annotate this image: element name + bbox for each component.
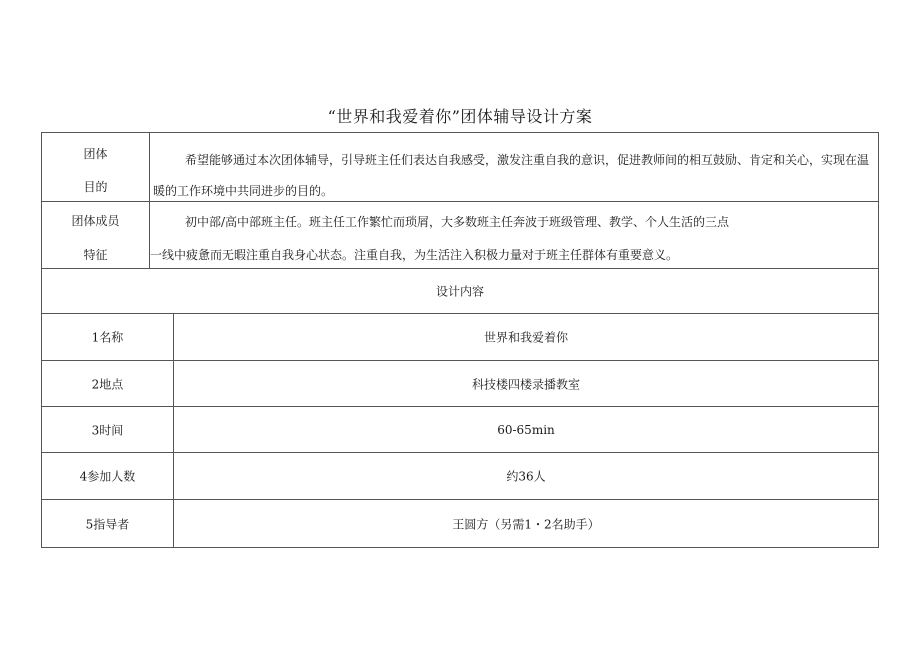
row-value-cell xyxy=(174,314,878,360)
table-row xyxy=(42,500,878,547)
row-value: 世界和我爱着你 xyxy=(483,330,568,345)
table-row-members xyxy=(42,202,878,269)
table-row-design-header xyxy=(42,269,878,314)
row-label: 2地点 xyxy=(91,377,124,391)
members-label-line1: 团体成员 xyxy=(71,214,120,228)
table-row xyxy=(42,361,878,407)
row-value-cell xyxy=(174,500,878,547)
table-row xyxy=(42,407,878,453)
members-label-cell xyxy=(42,202,150,268)
members-text-line1: 初中部/高中部班主任。班主任工作繁忙而琐屑，大多数班主任奔波于班级管理、教学、个人生活的三点 xyxy=(185,215,730,229)
goal-label-line1: 团体 xyxy=(83,147,108,161)
row-label: 5指导者 xyxy=(85,517,130,531)
row-value: 60-65min xyxy=(497,422,555,437)
table-row-goal xyxy=(42,133,878,202)
design-plan-table xyxy=(41,132,879,548)
members-label-line2: 特征 xyxy=(83,248,108,262)
goal-text-cell xyxy=(150,133,878,201)
row-label-cell xyxy=(42,407,174,452)
goal-text-line2: 暖的工作环境中共同进步的目的。 xyxy=(153,184,334,198)
row-value-cell xyxy=(174,407,878,452)
row-label: 1名称 xyxy=(91,330,124,345)
document-title: “世界和我爱着你”团体辅导设计方案 xyxy=(327,107,593,126)
row-label-cell xyxy=(42,453,174,499)
design-header: 设计内容 xyxy=(435,284,484,299)
row-label-cell xyxy=(42,314,174,360)
table-row xyxy=(42,314,878,361)
row-value-cell xyxy=(174,453,878,499)
goal-text-line1: 希望能够通过本次团体辅导，引导班主任们表达自我感受，激发注重自我的意识，促进教师间的相互鼓励、肯定和关心，实现在温 xyxy=(185,153,870,167)
goal-label-cell xyxy=(42,133,150,201)
members-text-line2: 一线中疲惫而无暇注重自我身心状态。注重自我，为生活注入积极力量对于班主任群体有重要意义。 xyxy=(150,248,679,262)
table-row xyxy=(42,453,878,500)
row-value: 王圆方（另需1・2名助手） xyxy=(452,517,600,531)
row-label: 3时间 xyxy=(91,423,124,437)
row-label-cell xyxy=(42,361,174,406)
row-label: 4参加人数 xyxy=(79,469,136,484)
row-value: 约36人 xyxy=(506,469,546,484)
row-label-cell xyxy=(42,500,174,547)
row-value: 科技楼四楼录播教室 xyxy=(471,377,580,391)
row-value-cell xyxy=(174,361,878,406)
goal-label-line2: 目的 xyxy=(83,180,108,194)
